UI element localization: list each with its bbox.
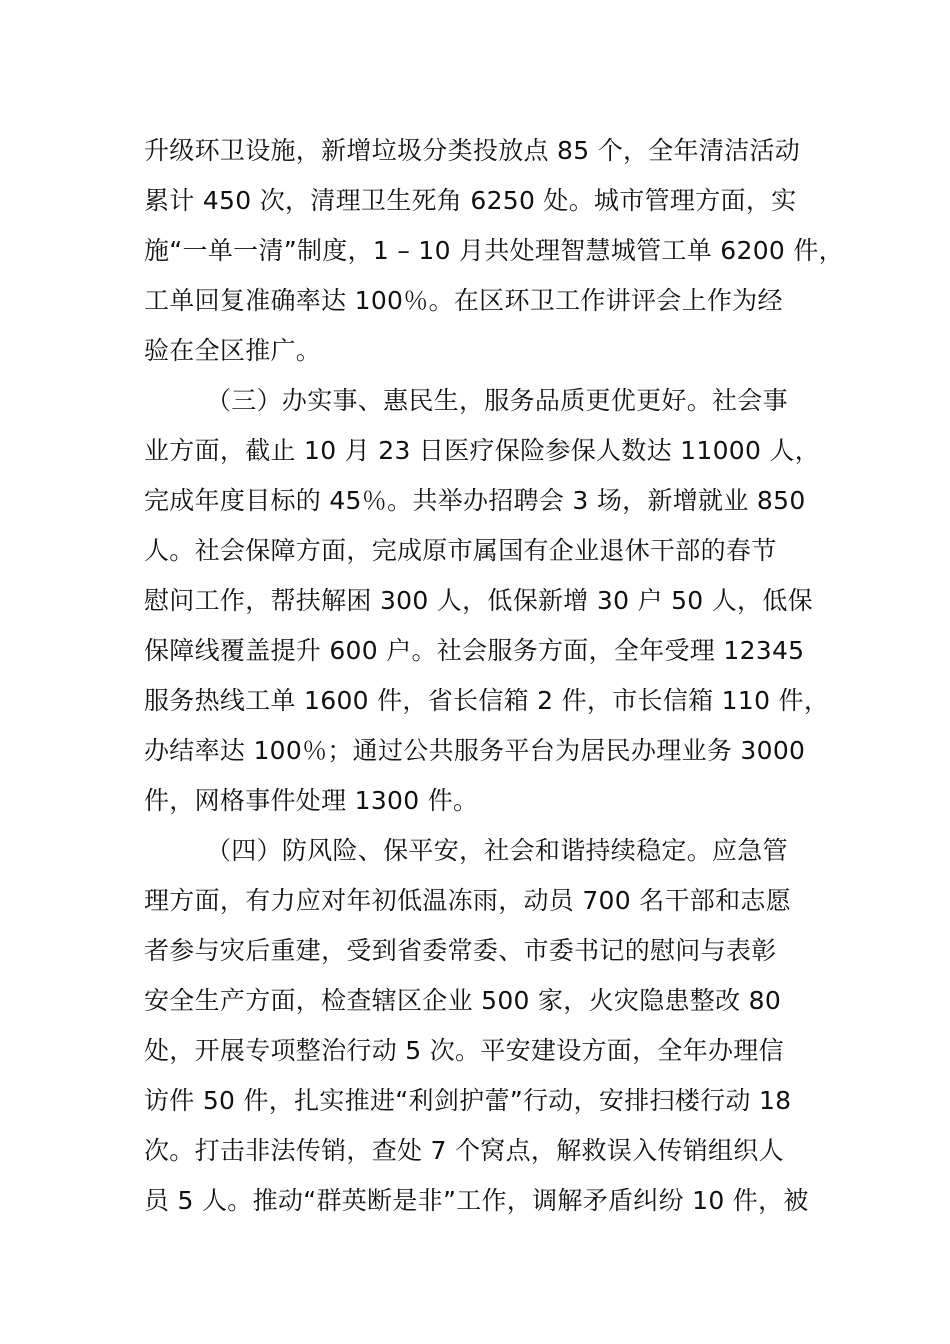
body-text <box>144 126 844 1226</box>
text-line: 业方面，截止 10 月 23 日医疗保险参保人数达 11000 人， <box>144 436 821 465</box>
text-line: 安全生产方面，检查辖区企业 500 家，火灾隐患整改 80 <box>144 986 782 1015</box>
text-line: 完成年度目标的 45％。共举办招聘会 3 场，新增就业 850 <box>144 486 806 515</box>
text-line: 员 5 人。推动“群英断是非”工作，调解矛盾纠纷 10 件，被 <box>144 1186 809 1215</box>
text-line: 访件 50 件，扎实推进“利剑护蕾”行动，安排扫楼行动 18 <box>144 1086 792 1115</box>
section-heading-four: （四）防风险、保平安，社会和谐持续稳定。应急管 <box>206 836 788 865</box>
text-line: 工单回复准确率达 100％。在区环卫工作讲评会上作为经 <box>144 286 783 315</box>
text-line: 理方面，有力应对年初低温冻雨，动员 700 名干部和志愿 <box>144 886 792 915</box>
text-line: 办结率达 100％；通过公共服务平台为居民办理业务 3000 <box>144 736 806 765</box>
section-heading-three: （三）办实事、惠民生，服务品质更优更好。社会事 <box>206 386 788 415</box>
text-line: 件，网格事件处理 1300 件。 <box>144 786 479 815</box>
text-line: 慰问工作，帮扶解困 300 人，低保新增 30 户 50 人，低保 <box>144 586 813 615</box>
text-line: 保障线覆盖提升 600 户。社会服务方面，全年受理 12345 <box>144 636 805 665</box>
text-line: 升级环卫设施，新增垃圾分类投放点 85 个，全年清洁活动 <box>144 136 801 165</box>
text-line: 施“一单一清”制度，1 – 10 月共处理智慧城管工单 6200 件， <box>144 236 844 265</box>
text-line: 人。社会保障方面，完成原市属国有企业退休干部的春节 <box>144 536 777 565</box>
text-line: 者参与灾后重建，受到省委常委、市委书记的慰问与表彰 <box>144 936 777 965</box>
text-line: 处，开展专项整治行动 5 次。平安建设方面，全年办理信 <box>144 1036 784 1065</box>
text-line: 次。打击非法传销，查处 7 个窝点，解救误入传销组织人 <box>144 1136 784 1165</box>
text-line: 验在全区推广。 <box>144 336 322 365</box>
text-line: 服务热线工单 1600 件，省长信箱 2 件，市长信箱 110 件， <box>144 686 830 715</box>
text-line: 累计 450 次，清理卫生死角 6250 处。城市管理方面，实 <box>144 186 797 215</box>
